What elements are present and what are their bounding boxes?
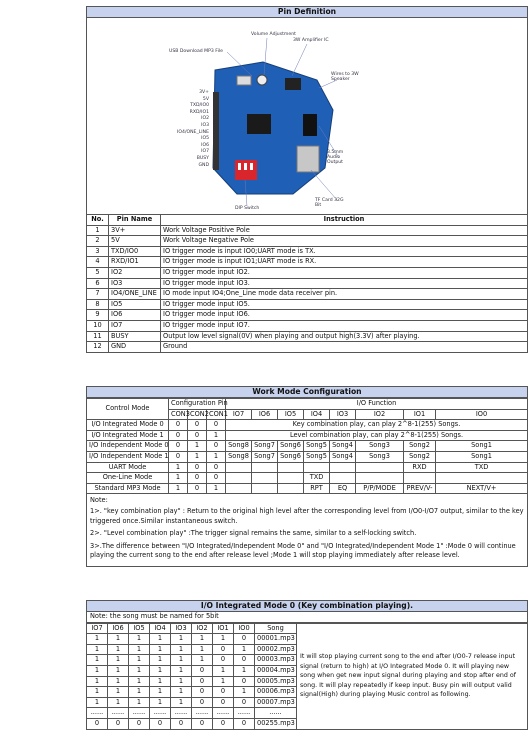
work-mode-title: Work Mode Configuration: [86, 386, 528, 398]
cell: [252, 483, 278, 494]
cell: 1: [108, 687, 129, 698]
cell: 1: [213, 634, 234, 645]
pin-no: 3: [87, 246, 109, 257]
cell: ......: [192, 708, 213, 719]
mode-name: One-Line Mode: [87, 473, 169, 484]
cell: 0: [213, 655, 234, 666]
pin-label: TXD/IO0: [190, 103, 209, 109]
cell: Song3: [356, 451, 404, 462]
pin-name: GND: [109, 342, 161, 353]
cell: 0: [234, 634, 255, 645]
song-cell: 00006.mp3: [255, 687, 297, 698]
cell: [226, 473, 252, 484]
table-row: [87, 236, 528, 247]
pin-desc: IO trigger mode input IO3.: [161, 278, 528, 289]
cell: 1: [87, 665, 108, 676]
cell: RPT: [304, 483, 330, 494]
pin-no: 4: [87, 257, 109, 268]
cell: 1: [87, 644, 108, 655]
song-cell: ......: [255, 708, 297, 719]
cell: 0: [188, 483, 207, 494]
pin-label: 5V: [202, 96, 209, 102]
table-row: [87, 246, 528, 257]
pin-name: IO2: [109, 267, 161, 278]
config-pin-header: Configuration Pin: [169, 399, 226, 410]
table-row: [87, 225, 528, 236]
table-row: [87, 278, 528, 289]
song-cell: 00001.mp3: [255, 634, 297, 645]
control-mode-header: Control Mode: [87, 399, 169, 420]
table-row: [87, 451, 528, 462]
table-row: [87, 267, 528, 278]
cell: 0: [207, 420, 226, 431]
song-cell: 00005.mp3: [255, 676, 297, 687]
cell: Song2: [404, 441, 436, 452]
cell: 0: [87, 718, 108, 729]
cell: [226, 462, 252, 473]
cell: 0: [169, 420, 188, 431]
io-mode0-note: Note: the song must be named for 5bit: [86, 612, 528, 623]
song-cell: 00003.mp3: [255, 655, 297, 666]
io-header: IO3: [171, 623, 192, 634]
note-item: 3>.The difference between "I/O Integrated/Independent Mode 0" and "I/O Integrated/Independent Mode 1" :Mode 0 will continue playing the current song to the end after release level ;Mode 1 will stop playing immediately after release level.: [90, 541, 516, 560]
subheader: IO0: [436, 409, 528, 420]
cell: 1: [129, 655, 150, 666]
work-mode-table: [86, 398, 528, 494]
pin-desc: IO trigger mode input IO6.: [161, 310, 528, 321]
pin-no: 11: [87, 331, 109, 342]
song-cell: 00002.mp3: [255, 644, 297, 655]
subheader: IO3: [330, 409, 356, 420]
cell: NEXT/V+: [436, 483, 528, 494]
volume-knob-icon: [257, 75, 267, 85]
table-row: [87, 430, 528, 441]
work-mode-section: [86, 386, 528, 567]
mode-description: Key combination play, can play 2^8-1(255) Songs.: [226, 420, 528, 431]
earphone-label: 3.5mm Audio Output: [327, 150, 344, 165]
pin-no: 2: [87, 236, 109, 247]
cell: ......: [150, 708, 171, 719]
cell: 0: [192, 718, 213, 729]
io-header: IO0: [234, 623, 255, 634]
cell: Song8: [226, 441, 252, 452]
pin-table-header: No.: [87, 215, 109, 226]
cell: TXD: [436, 462, 528, 473]
subheader: IO1: [404, 409, 436, 420]
cell: 1: [150, 644, 171, 655]
table-row: [87, 320, 528, 331]
note-item: 2>. "Level combination play" :The trigger signal remains the same, similar to a self-locking switch.: [90, 529, 417, 538]
pin-name: 3V+: [109, 225, 161, 236]
pin-no: 1: [87, 225, 109, 236]
cell: 1: [213, 665, 234, 676]
cell: 1: [234, 644, 255, 655]
pin-label: GND: [198, 162, 209, 168]
pin-label: 3V+: [199, 90, 209, 95]
subheader: IO5: [278, 409, 304, 420]
cell: 0: [234, 718, 255, 729]
cell: 0: [169, 451, 188, 462]
cell: 1: [171, 676, 192, 687]
cell: 0: [213, 687, 234, 698]
cell: 1: [87, 687, 108, 698]
cell: EQ: [330, 483, 356, 494]
pin-desc: IO trigger mode input IO7.: [161, 320, 528, 331]
cell: 0: [169, 430, 188, 441]
io-header: IO4: [150, 623, 171, 634]
cell: 0: [108, 718, 129, 729]
usb-label: USB Download MP3 File: [169, 49, 223, 54]
pin-label: IO2: [201, 116, 209, 122]
cell: 1: [207, 483, 226, 494]
cell: TXD: [304, 473, 330, 484]
cell: Song2: [404, 451, 436, 462]
song-cell: 00007.mp3: [255, 697, 297, 708]
song-cell: 00004.mp3: [255, 665, 297, 676]
pin-label: IO3: [201, 122, 209, 128]
table-row: [87, 342, 528, 353]
pin-desc: IO trigger mode input IO2.: [161, 267, 528, 278]
cell: 1: [150, 676, 171, 687]
pin-label: IO6: [201, 142, 209, 148]
cell: 1: [108, 655, 129, 666]
pin-definition-section: [86, 6, 528, 353]
cell: Song4: [330, 451, 356, 462]
cell: [278, 483, 304, 494]
pin-name: IO5: [109, 299, 161, 310]
tf-card-slot-icon: [297, 146, 319, 172]
pin-header-icon: [213, 92, 219, 170]
io-header: IO1: [213, 623, 234, 634]
cell: 0: [188, 430, 207, 441]
cell: 1: [234, 687, 255, 698]
pin-name: TXD/IO0: [109, 246, 161, 257]
subheader: CON3: [169, 409, 188, 420]
io-header: IO5: [129, 623, 150, 634]
pin-label: IO4/ONE_LINE: [177, 129, 209, 135]
subheader: IO6: [252, 409, 278, 420]
mode-name: I/O Integrated Mode 1: [87, 430, 169, 441]
cell: 1: [150, 687, 171, 698]
amplifier-label: 3W Amplifier IC: [293, 38, 329, 43]
cell: ......: [129, 708, 150, 719]
cell: 0: [188, 473, 207, 484]
cell: Song1: [436, 451, 528, 462]
cell: 1: [213, 676, 234, 687]
audio-jack-icon: [303, 114, 317, 136]
cell: 1: [129, 697, 150, 708]
mode-name: I/O Independent Mode 0: [87, 441, 169, 452]
cell: 0: [188, 462, 207, 473]
subheader: IO2: [356, 409, 404, 420]
pin-definition-title: Pin Definition: [86, 6, 528, 18]
pin-label-list: [149, 90, 209, 169]
song-cell: 00255.mp3: [255, 718, 297, 729]
cell: 1: [207, 451, 226, 462]
pin-desc: Work Voltage Positive Pole: [161, 225, 528, 236]
cell: 1: [169, 483, 188, 494]
cell: 0: [207, 441, 226, 452]
cell: 1: [150, 634, 171, 645]
main-chip-icon: [247, 114, 271, 134]
pin-no: 5: [87, 267, 109, 278]
cell: Song1: [436, 441, 528, 452]
cell: 0: [234, 676, 255, 687]
cell: Song3: [356, 441, 404, 452]
pin-name: RXD/IO1: [109, 257, 161, 268]
cell: [356, 462, 404, 473]
note-label: Note:: [90, 496, 108, 505]
cell: 1: [87, 634, 108, 645]
cell: Song6: [278, 441, 304, 452]
cell: 1: [188, 441, 207, 452]
cell: 1: [192, 634, 213, 645]
cell: [330, 473, 356, 484]
cell: Song5: [304, 441, 330, 452]
pin-name: IO6: [109, 310, 161, 321]
cell: [304, 462, 330, 473]
pin-no: 8: [87, 299, 109, 310]
subheader: IO4: [304, 409, 330, 420]
speaker-label: Wires to 3W Speaker: [331, 72, 359, 82]
cell: 1: [108, 665, 129, 676]
pin-desc: IO trigger mode is input IO0;UART mode is TX.: [161, 246, 528, 257]
cell: Song7: [252, 451, 278, 462]
cell: 1: [150, 665, 171, 676]
pin-name: IO3: [109, 278, 161, 289]
subheader: IO7: [226, 409, 252, 420]
pin-table-header: Instruction: [161, 215, 528, 226]
table-row: [87, 462, 528, 473]
cell: RXD: [404, 462, 436, 473]
pin-desc: IO trigger mode is input IO1;UART mode is RX.: [161, 257, 528, 268]
cell: 1: [169, 473, 188, 484]
usb-port-icon: [237, 76, 251, 85]
cell: 0: [213, 718, 234, 729]
table-row: [87, 420, 528, 431]
table-row: [87, 299, 528, 310]
pin-desc: IO trigger mode input IO5.: [161, 299, 528, 310]
cell: 1: [129, 634, 150, 645]
cell: 1: [87, 697, 108, 708]
pin-name: 5V: [109, 236, 161, 247]
cell: [404, 473, 436, 484]
cell: [330, 462, 356, 473]
pin-name: IO4/ONE_LINE: [109, 289, 161, 300]
mode-name: I/O Independent Mode 1: [87, 451, 169, 462]
cell: Song7: [252, 441, 278, 452]
tf-card-label: TF Card 32G Bit: [315, 198, 344, 208]
cell: 1: [129, 676, 150, 687]
cell: 0: [192, 697, 213, 708]
cell: 0: [234, 655, 255, 666]
dip-switch-label: DIP Switch: [235, 206, 260, 211]
cell: 0: [129, 718, 150, 729]
table-row: [87, 331, 528, 342]
cell: [226, 483, 252, 494]
cell: 0: [213, 697, 234, 708]
cell: PREV/V-: [404, 483, 436, 494]
cell: 0: [192, 687, 213, 698]
cell: 1: [87, 655, 108, 666]
cell: 1: [87, 676, 108, 687]
table-row: [87, 483, 528, 494]
pin-table: [86, 214, 528, 353]
pin-table-header: Pin Name: [109, 215, 161, 226]
cell: 0: [192, 676, 213, 687]
cell: 0: [213, 644, 234, 655]
cell: 0: [150, 718, 171, 729]
cell: ......: [171, 708, 192, 719]
cell: 1: [192, 655, 213, 666]
pin-label: BUSY: [196, 155, 209, 161]
cell: [436, 473, 528, 484]
cell: 0: [207, 473, 226, 484]
cell: 1: [188, 451, 207, 462]
io-mode0-table: [86, 623, 528, 730]
cell: 1: [171, 634, 192, 645]
cell: Song8: [226, 451, 252, 462]
cell: 1: [150, 697, 171, 708]
pin-desc: Ground: [161, 342, 528, 353]
cell: 1: [207, 430, 226, 441]
pin-name: BUSY: [109, 331, 161, 342]
pin-label: IO7: [201, 149, 209, 155]
cell: Song6: [278, 451, 304, 462]
io-mode0-title: I/O Integrated Mode 0 (Key combination playing).: [86, 600, 528, 612]
table-row: [87, 289, 528, 300]
cell: [252, 473, 278, 484]
cell: Song5: [304, 451, 330, 462]
pin-no: 12: [87, 342, 109, 353]
cell: ......: [234, 708, 255, 719]
cell: 1: [108, 697, 129, 708]
pin-desc: IO mode input IO4;One_Line mode data receiver pin.: [161, 289, 528, 300]
cell: 1: [192, 644, 213, 655]
cell: 0: [207, 462, 226, 473]
cell: 1: [171, 697, 192, 708]
cell: [356, 473, 404, 484]
cell: 1: [234, 665, 255, 676]
work-mode-notes: [86, 494, 528, 567]
io-header: IO2: [192, 623, 213, 634]
pin-label: IO5: [201, 136, 209, 142]
mode-name: UART Mode: [87, 462, 169, 473]
cell: 1: [108, 634, 129, 645]
table-row: [87, 310, 528, 321]
io-header: Song: [255, 623, 297, 634]
cell: 1: [108, 676, 129, 687]
cell: 0: [192, 665, 213, 676]
cell: 1: [171, 644, 192, 655]
cell: 0: [171, 718, 192, 729]
io-mode0-section: [86, 600, 528, 730]
cell: 0: [188, 420, 207, 431]
table-row: [87, 257, 528, 268]
pin-desc: Output low level signal(0V) when playing and output high(3.3V) after playing.: [161, 331, 528, 342]
table-row: [87, 473, 528, 484]
mode-name: I/O Integrated Mode 0: [87, 420, 169, 431]
cell: [278, 462, 304, 473]
cell: ......: [108, 708, 129, 719]
cell: 1: [129, 687, 150, 698]
cell: 1: [129, 665, 150, 676]
pin-no: 7: [87, 289, 109, 300]
io-header: IO6: [108, 623, 129, 634]
subheader: CON1: [207, 409, 226, 420]
cell: ......: [87, 708, 108, 719]
cell: 1: [171, 655, 192, 666]
pin-label: RXD/IO1: [189, 109, 209, 115]
amplifier-chip-icon: [285, 78, 301, 90]
subheader: CON2: [188, 409, 207, 420]
cell: 1: [108, 644, 129, 655]
pin-no: 6: [87, 278, 109, 289]
table-row: [87, 441, 528, 452]
pin-name: IO7: [109, 320, 161, 331]
cell: 1: [171, 687, 192, 698]
cell: ......: [213, 708, 234, 719]
cell: [252, 462, 278, 473]
cell: 1: [129, 644, 150, 655]
pin-no: 10: [87, 320, 109, 331]
io-header: IO7: [87, 623, 108, 634]
cell: 0: [169, 441, 188, 452]
cell: 1: [169, 462, 188, 473]
cell: [278, 473, 304, 484]
pin-no: 9: [87, 310, 109, 321]
cell: 1: [150, 655, 171, 666]
cell: P/P/MODE: [356, 483, 404, 494]
cell: 1: [171, 665, 192, 676]
cell: Song4: [330, 441, 356, 452]
module-photo: [86, 18, 528, 214]
io-mode0-description: It will stop playing current song to the end after I/O0-7 release input signal (return to high) at I/O Integrated Mode 0. It will playing new song when get new input signal during playing and stop after end of song. It will play repeatedly if keep input. Busy pin will output valid signal(High) during playing Music control as following.: [297, 623, 528, 729]
mode-description: Level combination play, can play 2^8-1(255) Songs.: [226, 430, 528, 441]
mode-name: Standard MP3 Mode: [87, 483, 169, 494]
pin-desc: Work Voltage Negative Pole: [161, 236, 528, 247]
note-item: 1>. "key combination play" : Return to the original high level after the corresponding level from I/O0-I/O7 output, similar to the key triggered once.Similar instantaneous switch.: [90, 506, 524, 525]
cell: 0: [234, 697, 255, 708]
io-function-header: I/O Function: [226, 399, 528, 410]
volume-label: Volume Adjustment: [251, 32, 296, 37]
